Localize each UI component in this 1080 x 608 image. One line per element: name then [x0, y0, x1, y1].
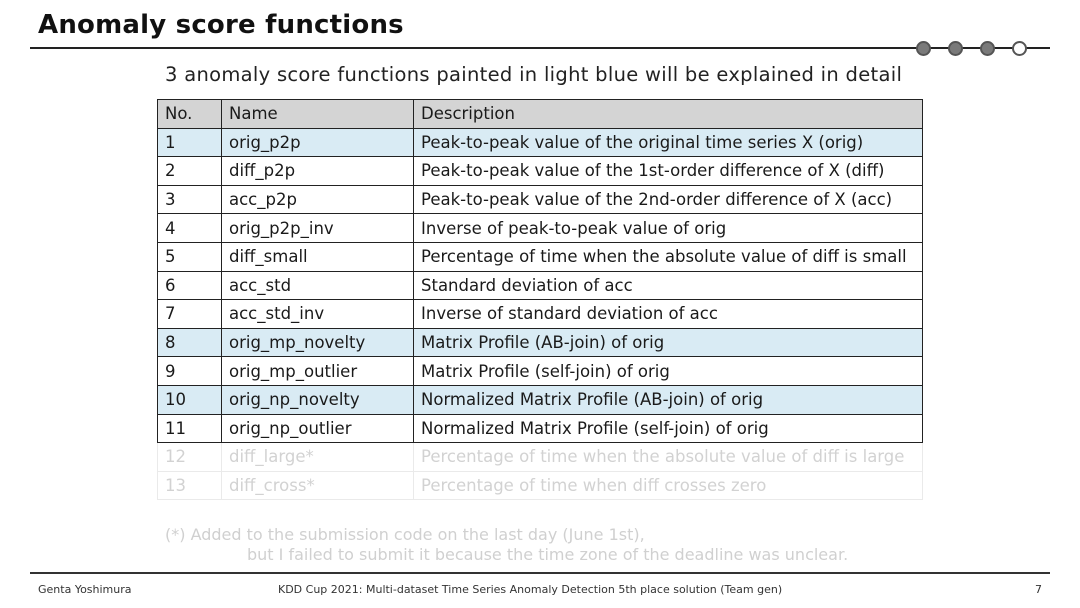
- row-description: Percentage of time when the absolute value of diff is large: [414, 443, 923, 472]
- row-name: orig_np_novelty: [222, 385, 414, 414]
- row-description: Normalized Matrix Profile (AB-join) of orig: [414, 385, 923, 414]
- row-description: Peak-to-peak value of the 1st-order difference of X (diff): [414, 157, 923, 186]
- row-name: acc_std: [222, 271, 414, 300]
- row-description: Peak-to-peak value of the original time series X (orig): [414, 128, 923, 157]
- table-row: [158, 471, 923, 500]
- header-name: Name: [222, 100, 414, 129]
- row-description: Normalized Matrix Profile (self-join) of orig: [414, 414, 923, 443]
- progress-dot-1: [916, 41, 931, 56]
- table-row: [158, 328, 923, 357]
- row-name: orig_np_outlier: [222, 414, 414, 443]
- row-description: Peak-to-peak value of the 2nd-order difference of X (acc): [414, 185, 923, 214]
- footer-divider: [30, 572, 1050, 574]
- row-number: 13: [158, 471, 222, 500]
- row-name: diff_small: [222, 242, 414, 271]
- row-description: Inverse of peak-to-peak value of orig: [414, 214, 923, 243]
- table-row: [158, 242, 923, 271]
- row-number: 10: [158, 385, 222, 414]
- footnote: [165, 525, 848, 565]
- row-number: 1: [158, 128, 222, 157]
- progress-dot-2: [948, 41, 963, 56]
- table-row: [158, 443, 923, 472]
- row-number: 11: [158, 414, 222, 443]
- row-number: 2: [158, 157, 222, 186]
- row-name: orig_mp_outlier: [222, 357, 414, 386]
- row-name: diff_cross*: [222, 471, 414, 500]
- row-description: Standard deviation of acc: [414, 271, 923, 300]
- table-row: [158, 157, 923, 186]
- row-number: 3: [158, 185, 222, 214]
- table-header-row: [158, 100, 923, 129]
- row-number: 9: [158, 357, 222, 386]
- row-name: orig_p2p_inv: [222, 214, 414, 243]
- row-description: Percentage of time when diff crosses zero: [414, 471, 923, 500]
- table-row: [158, 185, 923, 214]
- table-body: [158, 128, 923, 500]
- table-row: [158, 385, 923, 414]
- row-name: diff_large*: [222, 443, 414, 472]
- table-row: [158, 357, 923, 386]
- row-name: orig_p2p: [222, 128, 414, 157]
- row-name: diff_p2p: [222, 157, 414, 186]
- table-row: [158, 271, 923, 300]
- row-name: acc_p2p: [222, 185, 414, 214]
- progress-indicator: [916, 40, 1027, 56]
- progress-dot-4: [1012, 41, 1027, 56]
- header-description: Description: [414, 100, 923, 129]
- table-row: [158, 414, 923, 443]
- row-description: Matrix Profile (AB-join) of orig: [414, 328, 923, 357]
- row-number: 5: [158, 242, 222, 271]
- table-row: [158, 128, 923, 157]
- row-description: Inverse of standard deviation of acc: [414, 300, 923, 329]
- table-row: [158, 300, 923, 329]
- page-number: 7: [1035, 583, 1042, 596]
- title-divider: [30, 47, 1050, 49]
- slide-title: Anomaly score functions: [38, 10, 404, 40]
- header-no: No.: [158, 100, 222, 129]
- row-description: Percentage of time when the absolute value of diff is small: [414, 242, 923, 271]
- footer-event: KDD Cup 2021: Multi-dataset Time Series Anomaly Detection 5th place solution (Team gen): [278, 583, 783, 596]
- row-name: orig_mp_novelty: [222, 328, 414, 357]
- row-number: 12: [158, 443, 222, 472]
- footnote-line-2: but I failed to submit it because the time zone of the deadline was unclear.: [247, 545, 849, 564]
- progress-dot-3: [980, 41, 995, 56]
- footer-author: Genta Yoshimura: [38, 583, 132, 596]
- row-number: 8: [158, 328, 222, 357]
- row-name: acc_std_inv: [222, 300, 414, 329]
- row-number: 4: [158, 214, 222, 243]
- row-description: Matrix Profile (self-join) of orig: [414, 357, 923, 386]
- score-functions-table: [157, 99, 923, 500]
- table-row: [158, 214, 923, 243]
- row-number: 7: [158, 300, 222, 329]
- footnote-line-1: (*) Added to the submission code on the last day (June 1st),: [165, 525, 645, 544]
- row-number: 6: [158, 271, 222, 300]
- slide-subtitle: 3 anomaly score functions painted in light blue will be explained in detail: [165, 63, 903, 86]
